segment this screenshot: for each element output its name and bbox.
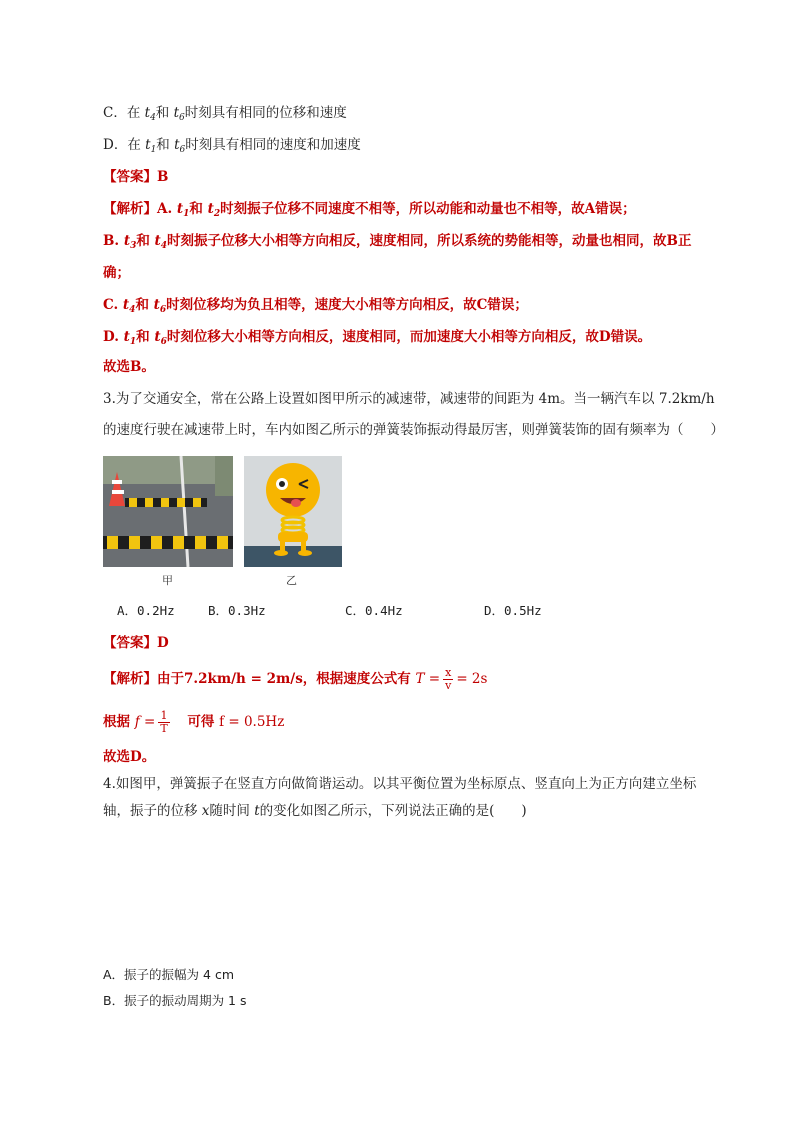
q4-option-b: B．振子的振动周期为 1 s (103, 993, 247, 1008)
q3-option-a: A．0.2Hz (117, 603, 175, 618)
q3-solution-line1: 【解析】由于7.2km/h = 2m/s，根据速度公式有 T = $\frac{x}{v}$ = 2s (103, 666, 488, 692)
q2-analysis-b: B. $t_3$和 $t_4$时刻振子位移大小相等方向相反，速度相同，所以系统的势能相等，动量也相同，故B正 (103, 233, 692, 251)
q3-stem-line1: 3.为了交通安全，常在公路上设置如图甲所示的减速带，减速带的间距为 4m。当一辆汽车以 7.2km/h (103, 391, 715, 407)
q2-analysis-d: D. $t_1$和 $t_6$时刻位移大小相等方向相反，速度相同，而加速度大小相等方向相反，故D错误。 (103, 329, 652, 347)
spring-emoji-photo (244, 456, 342, 567)
q4-option-a: A．振子的振幅为 4 cm (103, 967, 235, 982)
q3-option-d: D．0.5Hz (484, 603, 542, 618)
q3-answer: 【答案】D (103, 635, 169, 651)
q3-option-b: B．0.3Hz (208, 603, 266, 618)
q2-analysis-c: C. $t_4$和 $t_6$时刻位移均为负且相等，速度大小相等方向相反，故C错误； (103, 297, 528, 315)
q3-conclusion: 故选D。 (103, 749, 156, 765)
q3-option-c: C．0.4Hz (345, 603, 403, 618)
q3-stem-line2: 的速度行驶在减速带上时，车内如图乙所示的弹簧装饰振动得最厉害，则弹簧装饰的固有频率为（ ） (103, 422, 724, 438)
figure-caption-yi: 乙 (286, 574, 297, 587)
q2-answer: 【答案】B (103, 169, 169, 185)
q2-option-c: C．在 $t_4$和 $t_6$时刻具有相同的位移和速度 (103, 105, 347, 123)
q4-stem-line2: 轴，振子的位移 x随时间 t的变化如图乙所示，下列说法正确的是( ) (103, 803, 527, 819)
q2-conclusion: 故选B。 (103, 359, 155, 375)
q2-analysis-a: 【解析】A. $t_1$和 $t_2$时刻振子位移不同速度不相等，所以动能和动量也不相等，故A错误； (103, 201, 636, 219)
q2-option-d: D．在 $t_1$和 $t_6$时刻具有相同的速度和加速度 (103, 137, 361, 155)
q2-analysis-b-cont: 确； (103, 265, 130, 281)
q3-solution-line2: 根据 f = $\frac{1}{T}$ 可得 f = 0.5Hz (103, 709, 285, 735)
speed-bump-photo (103, 456, 233, 567)
q4-stem-line1: 4.如图甲，弹簧振子在竖直方向做简谐运动。以其平衡位置为坐标原点、竖直向上为正方向建立坐标 (103, 776, 697, 792)
figure-caption-jia: 甲 (162, 574, 173, 587)
